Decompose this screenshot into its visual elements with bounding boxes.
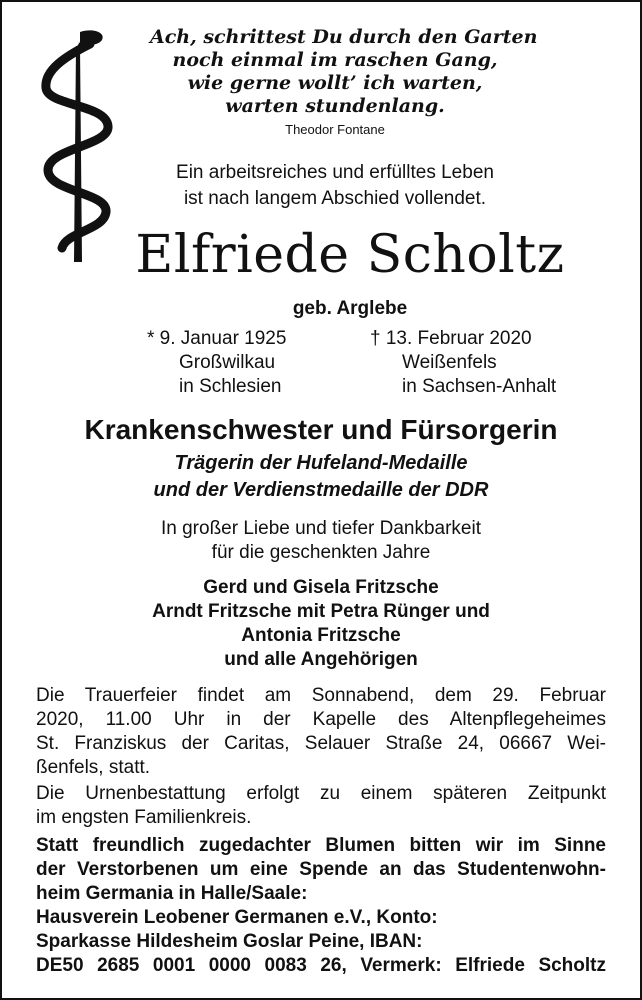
funeral-line: Die Trauerfeier findet am Sonnabend, dem 29. Februar xyxy=(36,685,606,706)
poem-line: Ach, schrittest Du durch den Garten xyxy=(150,26,538,48)
death-info xyxy=(370,327,556,399)
funeral-line: 2020, 11.00 Uhr in der Kapelle des Altenpflegeheimes xyxy=(36,709,606,730)
gratitude-line: für die geschenkten Jahre xyxy=(211,542,431,563)
honor-line: und der Verdienstmedaille der DDR xyxy=(153,479,489,501)
gratitude-line: In großer Liebe und tiefer Dankbarkeit xyxy=(160,518,481,539)
mourner-line: Antonia Fritzsche xyxy=(241,625,401,646)
death-region: in Sachsen-Anhalt xyxy=(402,376,557,397)
maiden-name: geb. Arglebe xyxy=(292,298,408,319)
honor-line: Trägerin der Hufeland-Medaille xyxy=(174,452,468,474)
poem-line: noch einmal im raschen Gang, xyxy=(172,49,498,71)
honors xyxy=(40,450,602,504)
mourner-line: Gerd und Gisela Fritzsche xyxy=(203,577,439,598)
gratitude-text xyxy=(60,517,582,565)
burial-details xyxy=(36,782,606,830)
funeral-line: ßenfels, statt. xyxy=(36,757,151,778)
funeral-details xyxy=(36,684,606,780)
birth-place: Großwilkau xyxy=(179,352,276,373)
funeral-line: St. Franziskus der Caritas, Selauer Straße 24, 06667 Wei- xyxy=(36,733,606,754)
profession: Krankenschwester und Fürsorgerin xyxy=(84,414,558,445)
poem xyxy=(150,26,538,118)
donation-line: DE50 2685 0001 0000 0083 26, Vermerk: Elfriede Scholtz xyxy=(36,955,606,976)
poem-line: wie gerne wollt’ ich warten, xyxy=(187,72,483,94)
donation-line: Hausverein Leobener Germanen e.V., Konto: xyxy=(36,907,438,928)
mourner-line: und alle Angehörigen xyxy=(224,649,418,670)
birth-region: in Schlesien xyxy=(179,376,282,397)
intro-line: Ein arbeitsreiches und erfülltes Leben xyxy=(176,162,494,183)
donation-request xyxy=(36,834,606,978)
poem-line: warten stundenlang. xyxy=(225,95,445,117)
donation-line: der Verstorbenen um eine Spende an das Studentenwohn- xyxy=(36,859,606,880)
birth-info xyxy=(147,327,286,399)
donation-line: heim Germania in Halle/Saale: xyxy=(36,883,308,904)
death-place: Weißenfels xyxy=(402,352,497,373)
donation-line: Statt freundlich zugedachter Blumen bitten wir im Sinne xyxy=(36,835,606,856)
burial-line: im engsten Familienkreis. xyxy=(36,807,252,828)
poem-author: Theodor Fontane xyxy=(285,122,385,137)
intro-line: ist nach langem Abschied vollendet. xyxy=(183,188,487,209)
burial-line: Die Urnenbestattung erfolgt zu einem späteren Zeitpunkt xyxy=(36,783,606,804)
mourners xyxy=(40,576,602,672)
donation-line: Sparkasse Hildesheim Goslar Peine, IBAN: xyxy=(36,931,423,952)
mourner-line: Arndt Fritzsche mit Petra Rünger und xyxy=(152,601,490,622)
birth-date: * 9. Januar 1925 xyxy=(147,328,287,349)
intro-text xyxy=(120,160,550,212)
death-date: † 13. Februar 2020 xyxy=(370,328,532,349)
deceased-name: Elfriede Scholtz xyxy=(135,225,565,285)
